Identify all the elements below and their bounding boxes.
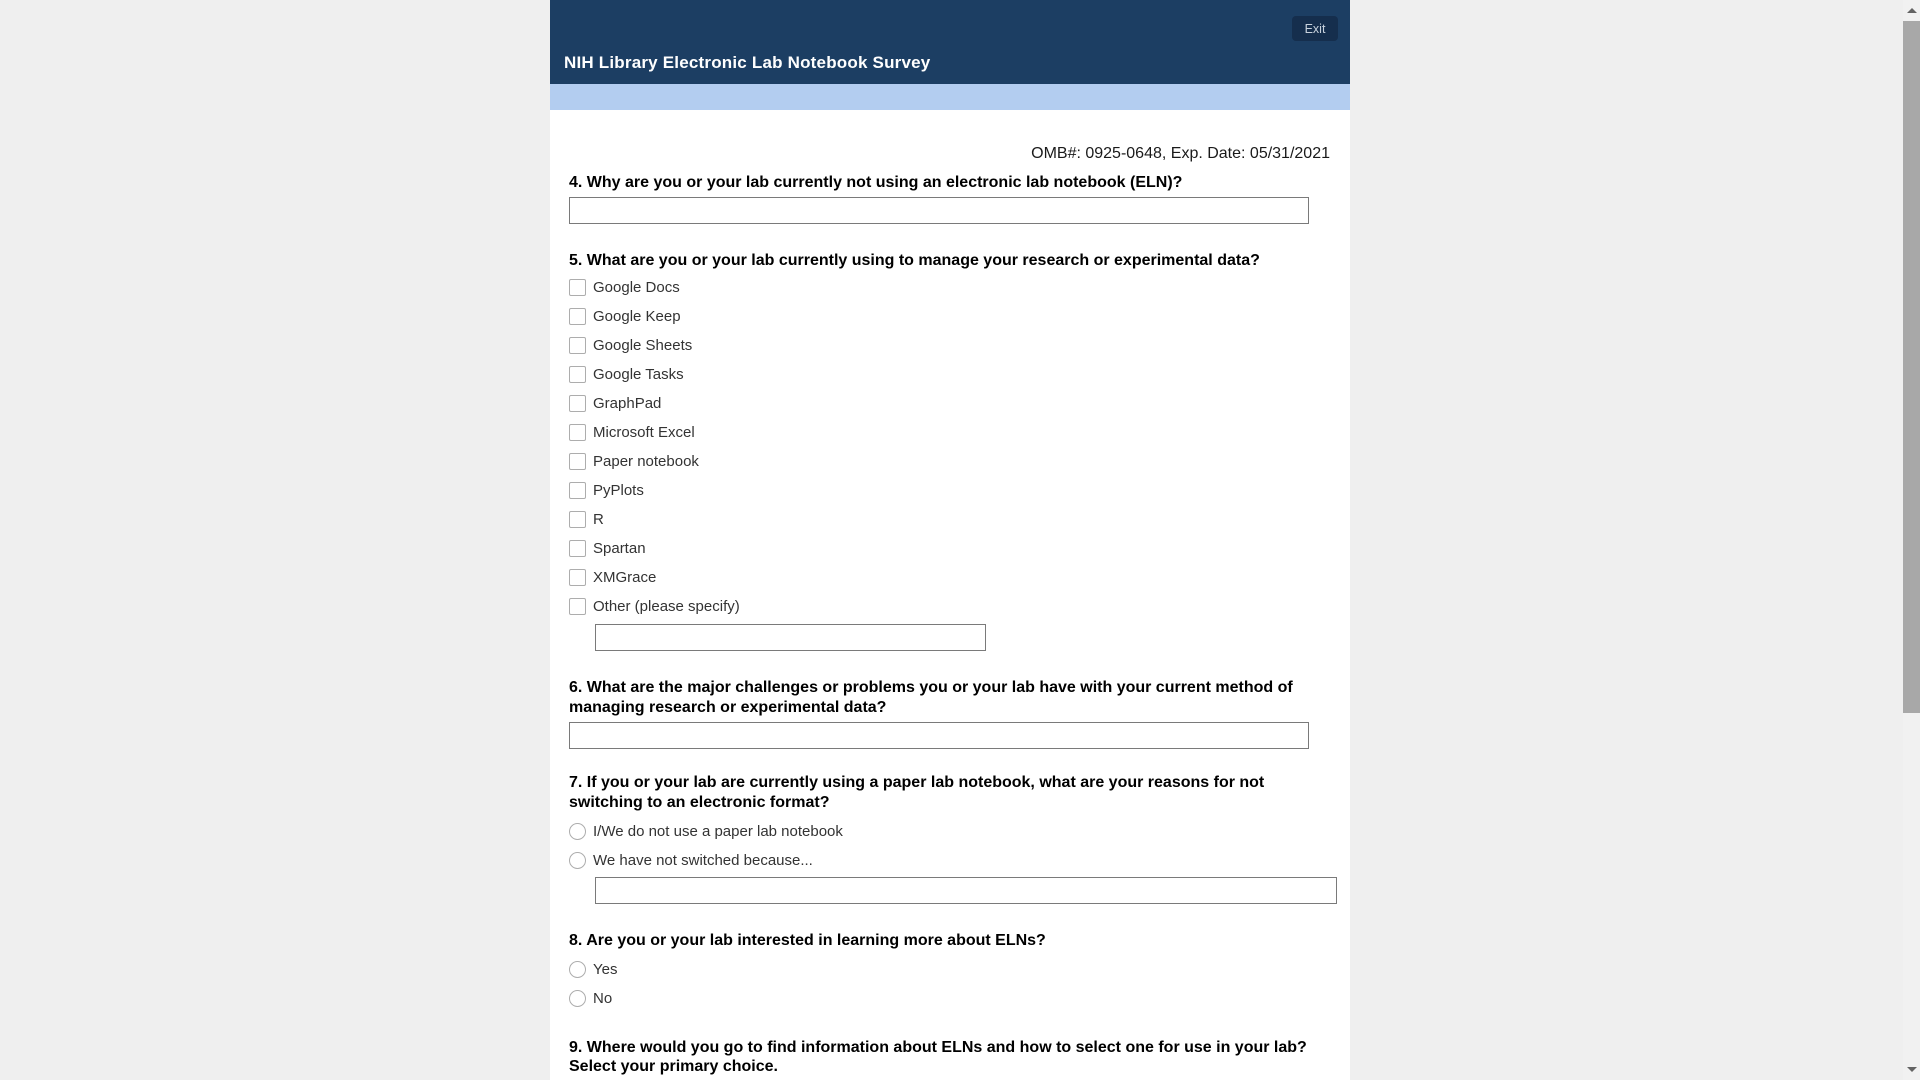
- q5-other-specify-input[interactable]: [595, 624, 986, 651]
- accent-bar: [550, 84, 1350, 110]
- paper-notebook-checkbox[interactable]: [569, 453, 586, 470]
- scrollbar-thumb[interactable]: [1903, 21, 1920, 713]
- option-row-google-docs[interactable]: [569, 273, 1330, 302]
- pyplots-label: PyPlots: [593, 482, 644, 499]
- option-row-other[interactable]: [569, 592, 1330, 621]
- exit-button[interactable]: Exit: [1292, 16, 1338, 41]
- microsoft-excel-label: Microsoft Excel: [593, 424, 695, 441]
- microsoft-excel-checkbox[interactable]: [569, 424, 586, 441]
- option-row-microsoft-excel[interactable]: [569, 418, 1330, 447]
- no-label: No: [593, 989, 613, 1007]
- option-row-yes[interactable]: [569, 955, 1330, 984]
- option-row-spartan[interactable]: [569, 534, 1330, 563]
- scroll-up-button[interactable]: [1903, 0, 1920, 21]
- xmgrace-checkbox[interactable]: [569, 569, 586, 586]
- graphpad-checkbox[interactable]: [569, 395, 586, 412]
- google-sheets-label: Google Sheets: [593, 337, 693, 354]
- graphpad-label: GraphPad: [593, 395, 662, 412]
- no-paper-notebook-radio[interactable]: [569, 823, 586, 840]
- q7-radio-group: [569, 817, 1330, 875]
- google-keep-checkbox[interactable]: [569, 308, 586, 325]
- scroll-down-button[interactable]: [1903, 1059, 1920, 1080]
- option-row-no[interactable]: [569, 984, 1330, 1013]
- option-row-graphpad[interactable]: [569, 389, 1330, 418]
- survey-title: NIH Library Electronic Lab Notebook Survey: [564, 53, 931, 72]
- question-8-label: 8. Are you or your lab interested in learning more about ELNs?: [569, 932, 1046, 949]
- other-label: Other (please specify): [593, 598, 740, 615]
- option-row-google-keep[interactable]: [569, 302, 1330, 331]
- triangle-down-icon: [1907, 1067, 1917, 1072]
- survey-page: [550, 0, 1350, 1080]
- question-7-label: 7. If you or your lab are currently using a paper lab notebook, what are your reasons for not switching to an electronic format?: [569, 774, 1265, 811]
- r-label: R: [593, 511, 604, 528]
- not-switched-because-radio[interactable]: [569, 852, 586, 869]
- q5-checkbox-group: [569, 273, 1330, 621]
- question-6-label: 6. What are the major challenges or problems you or your lab have with your current method of managing research or experimental data?: [569, 679, 1293, 716]
- option-row-paper-notebook[interactable]: [569, 447, 1330, 476]
- option-row-google-tasks[interactable]: [569, 360, 1330, 389]
- google-docs-checkbox[interactable]: [569, 279, 586, 296]
- triangle-up-icon: [1907, 8, 1917, 13]
- question-4-label: 4. Why are you or your lab currently not using an electronic lab notebook (ELN)?: [569, 174, 1183, 191]
- no-radio[interactable]: [569, 990, 586, 1007]
- q4-answer-input[interactable]: [569, 197, 1309, 224]
- google-keep-label: Google Keep: [593, 308, 681, 325]
- question-9-label: 9. Where would you go to find information about ELNs and how to select one for use in your lab? Select your primary choice.: [569, 1038, 1307, 1075]
- option-row-r[interactable]: [569, 505, 1330, 534]
- other-checkbox[interactable]: [569, 598, 586, 615]
- xmgrace-label: XMGrace: [593, 569, 657, 586]
- google-sheets-checkbox[interactable]: [569, 337, 586, 354]
- option-row-not-switched-because[interactable]: [569, 846, 1330, 875]
- pyplots-checkbox[interactable]: [569, 482, 586, 499]
- spartan-label: Spartan: [593, 540, 646, 557]
- yes-label: Yes: [593, 960, 618, 978]
- google-tasks-label: Google Tasks: [593, 366, 684, 383]
- google-docs-label: Google Docs: [593, 279, 680, 296]
- not-switched-because-label: We have not switched because...: [593, 852, 813, 869]
- omb-expiration-note: OMB#: 0925-0648, Exp. Date: 05/31/2021: [1031, 145, 1330, 162]
- option-row-no-paper-notebook[interactable]: [569, 817, 1330, 846]
- q6-answer-input[interactable]: [569, 722, 1309, 749]
- vertical-scrollbar[interactable]: [1903, 0, 1920, 1080]
- question-5-label: 5. What are you or your lab currently using to manage your research or experimental data?: [569, 251, 1260, 269]
- option-row-pyplots[interactable]: [569, 476, 1330, 505]
- paper-notebook-label: Paper notebook: [593, 453, 699, 470]
- yes-radio[interactable]: [569, 961, 586, 978]
- r-checkbox[interactable]: [569, 511, 586, 528]
- no-paper-notebook-label: I/We do not use a paper lab notebook: [593, 823, 843, 840]
- survey-content: [550, 144, 1350, 1077]
- spartan-checkbox[interactable]: [569, 540, 586, 557]
- survey-header: [550, 0, 1350, 84]
- option-row-google-sheets[interactable]: [569, 331, 1330, 360]
- q8-radio-group: [569, 955, 1330, 1013]
- google-tasks-checkbox[interactable]: [569, 366, 586, 383]
- q7-because-input[interactable]: [595, 877, 1337, 904]
- option-row-xmgrace[interactable]: [569, 563, 1330, 592]
